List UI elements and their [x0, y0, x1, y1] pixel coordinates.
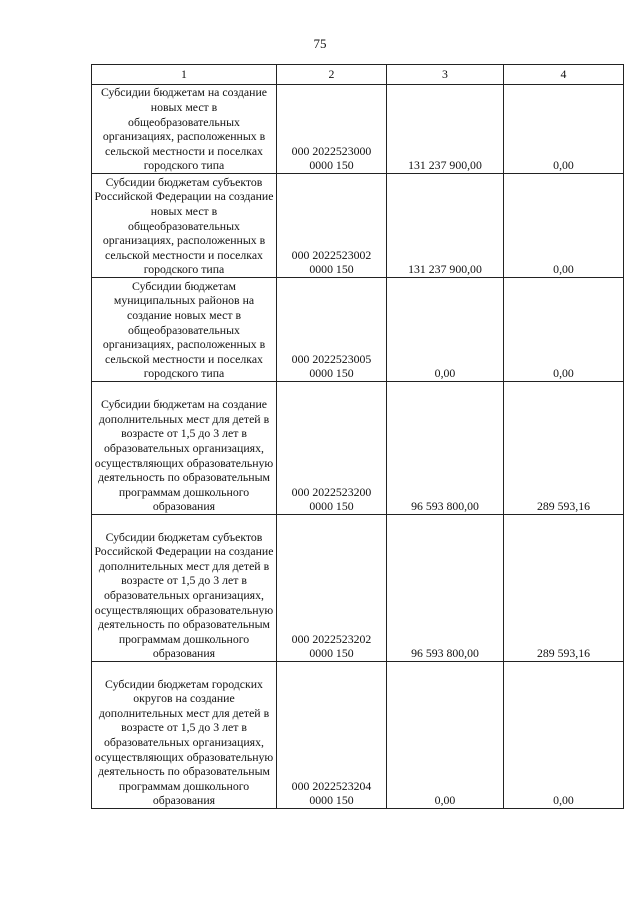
- column-header-1: 1: [92, 65, 277, 85]
- row-amount-col4: 0,00: [504, 174, 624, 278]
- row-code: 000 2022523002 0000 150: [277, 174, 387, 278]
- page-number: 75: [313, 36, 327, 51]
- row-amount-col3: 0,00: [387, 278, 504, 382]
- row-amount-col4: 0,00: [504, 662, 624, 809]
- row-code: 000 2022523202 0000 150: [277, 515, 387, 662]
- row-amount-col4: 289 593,16: [504, 515, 624, 662]
- table-row: [92, 515, 624, 662]
- table-row: [92, 382, 624, 515]
- row-amount-col3: 131 237 900,00: [387, 174, 504, 278]
- budget-table: [91, 64, 624, 809]
- row-amount-col3: 96 593 800,00: [387, 382, 504, 515]
- row-code: 000 2022523200 0000 150: [277, 382, 387, 515]
- row-amount-col3: 0,00: [387, 662, 504, 809]
- row-name: Субсидии бюджетам муниципальных районов на создание новых мест в общеобразовательных организациях, расположенных в сельской местности и поселках городского типа: [92, 278, 277, 382]
- column-header-4: 4: [504, 65, 624, 85]
- row-name: Субсидии бюджетам субъектов Российской Федерации на создание новых мест в общеобразовательных организациях, расположенных в сельской местности и поселках городского типа: [92, 174, 277, 278]
- row-code: 000 2022523005 0000 150: [277, 278, 387, 382]
- column-header-2: 2: [277, 65, 387, 85]
- table-row: [92, 85, 624, 174]
- row-name: Субсидии бюджетам городских округов на создание дополнительных мест для детей в возрасте от 1,5 до 3 лет в образовательных организациях, осуществляющих образовательную деятельность по образовательным программам дошкольного образования: [92, 662, 277, 809]
- row-code: 000 2022523000 0000 150: [277, 85, 387, 174]
- row-amount-col3: 96 593 800,00: [387, 515, 504, 662]
- row-name: Субсидии бюджетам субъектов Российской Федерации на создание дополнительных мест для детей в возрасте от 1,5 до 3 лет в образовательных организациях, осуществляющих образовательную деятельность по образовательным программам дошкольного образования: [92, 515, 277, 662]
- table-header-row: [92, 65, 624, 85]
- row-amount-col4: 289 593,16: [504, 382, 624, 515]
- row-name: Субсидии бюджетам на создание новых мест в общеобразовательных организациях, расположенных в сельской местности и поселках городского типа: [92, 85, 277, 174]
- row-amount-col4: 0,00: [504, 85, 624, 174]
- row-name: Субсидии бюджетам на создание дополнительных мест для детей в возрасте от 1,5 до 3 лет в образовательных организациях, осуществляющих образовательную деятельность по образовательным программам дошкольного образования: [92, 382, 277, 515]
- table-row: [92, 174, 624, 278]
- table-row: [92, 278, 624, 382]
- row-amount-col3: 131 237 900,00: [387, 85, 504, 174]
- column-header-3: 3: [387, 65, 504, 85]
- row-code: 000 2022523204 0000 150: [277, 662, 387, 809]
- row-amount-col4: 0,00: [504, 278, 624, 382]
- table-row: [92, 662, 624, 809]
